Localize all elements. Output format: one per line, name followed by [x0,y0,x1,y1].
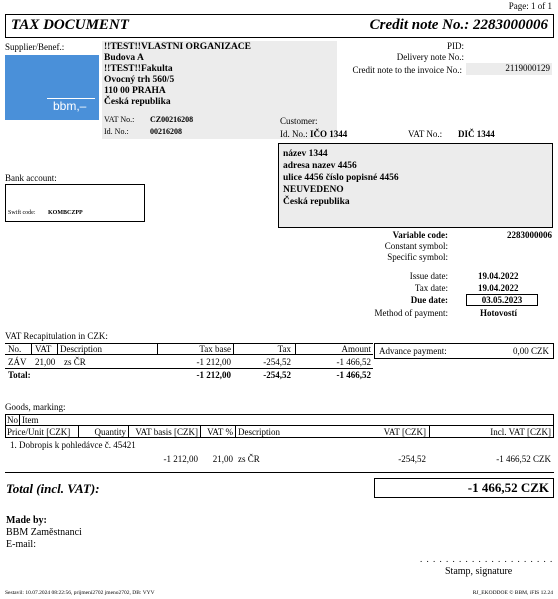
footer-generated: Sestavil: 10.07.2024 08:22:56, prijmeni2702 jmeno2702, DB: VYV [5,590,155,596]
swift-value: KOMBCZPP [48,210,83,216]
pid-label: PID: [446,41,464,51]
constant-symbol-label: Constant symbol: [384,241,448,251]
stamp-label: Stamp, signature [445,566,513,577]
supplier-line: !!TEST!!Fakulta [104,64,173,74]
specific-symbol-label: Specific symbol: [387,252,448,262]
grand-total-label: Total (incl. VAT): [6,481,100,496]
total-divider [5,472,554,473]
table-cell: -1 466,52 [336,357,371,367]
supplier-label: Supplier/Benef.: [5,42,65,52]
supplier-vat-value: CZ00216208 [150,115,194,124]
col-header: VAT [CZK] [383,427,426,437]
supplier-address [104,42,251,108]
vat-recap-table [5,343,373,383]
col-header: Price/Unit [CZK] [7,427,71,437]
goods-item-total: -1 466,52 CZK [496,454,551,464]
col-header: Description [238,427,280,437]
customer-address [283,148,399,208]
supplier-line: 110 00 PRAHA [104,86,166,96]
table-cell: 21,00 [35,357,56,367]
email-label: E-mail: [6,539,36,550]
invoice-ref-value: 2119000129 [466,63,552,75]
customer-vat-value: DIČ 1344 [458,129,495,139]
swift-label: Swift code: [8,210,36,216]
issue-date-value: 19.04.2022 [478,271,519,281]
goods-item-vat: -254,52 [398,454,426,464]
bank-account-label: Bank account: [5,173,57,183]
goods-item-vat-rate: 21,00 [212,454,233,464]
page-number: Page: 1 of 1 [508,1,552,11]
tax-date-label: Tax date: [414,283,448,293]
supplier-line: !!TEST!!VLASTNI ORGANIZACE [104,42,252,52]
supplier-line: Ovocný trh 560/5 [104,75,175,85]
table-cell: -1 466,52 [336,370,371,380]
customer-line: NEUVEDENO [283,185,344,195]
goods-table [5,414,554,470]
col-header: VAT basis [CZK] [135,427,198,437]
bank-account-box [5,184,145,222]
customer-id-label: Id. No.: [280,129,308,139]
col-header: Item [22,415,39,425]
delivery-note-label: Delivery note No.: [396,52,464,62]
logo-text: bbm,– [53,99,87,113]
advance-payment-label: Advance payment: [379,346,447,356]
supplier-line: Budova A [104,53,144,63]
table-cell: ZÁV [8,357,27,367]
col-header: VAT [35,344,52,354]
advance-payment-value: 0,00 CZK [513,346,549,356]
made-by-name: BBM Zaměstnanci [6,527,82,538]
col-header: Amount [341,344,371,354]
customer-ids [280,129,554,139]
col-header: No [7,415,18,425]
supplier-vat-label: VAT No.: [104,115,135,124]
table-cell: -254,52 [263,357,291,367]
signature-line: . . . . . . . . . . . . . . . . . . . . . [420,554,554,564]
credit-note-number: Credit note No.: 2283000006 [369,17,548,33]
goods-item-name: 1. Dobropis k pohledávce č. 45421 [10,440,136,450]
table-cell: -254,52 [263,370,291,380]
company-logo [5,55,99,120]
due-date-label: Due date: [410,295,448,305]
col-header: VAT % [207,427,233,437]
customer-id-value: IČO 1344 [310,129,348,139]
customer-line: ulice 4456 číslo popisné 4456 [283,173,399,183]
customer-line: Česká republika [283,197,350,207]
col-header: Tax [277,344,291,354]
customer-line: název 1344 [283,149,328,159]
payment-method-value: Hotovostí [480,308,517,318]
supplier-id-label: Id. No.: [104,127,129,136]
supplier-line: Česká republika [104,97,171,107]
invoice-ref-label: Credit note to the invoice No.: [352,65,462,75]
table-cell: -1 212,00 [196,357,231,367]
due-date-value: 03.05.2023 [466,294,538,306]
col-header: No. [8,344,22,354]
payment-symbols [300,230,554,266]
table-cell: -1 212,00 [196,370,231,380]
goods-title: Goods, marking: [5,402,66,412]
footer-app: RJ_EKODDOE © BBM, iFIS 12.24 [472,590,553,596]
col-header: Description [60,344,102,354]
customer-line: adresa nazev 4456 [283,161,357,171]
customer-vat-label: VAT No.: [408,129,443,139]
customer-label: Customer: [280,116,318,126]
col-header: Quantity [94,427,126,437]
document-title: TAX DOCUMENT [11,17,129,33]
variable-code-label: Variable code: [392,230,448,240]
issue-date-label: Issue date: [409,271,448,281]
table-cell: zs ČR [64,357,86,367]
goods-item-vat-basis: -1 212,00 [163,454,198,464]
references [337,41,554,79]
customer-address-box [278,143,553,228]
variable-code-value: 2283000006 [507,230,552,240]
total-label: Total: [8,370,31,380]
document-header [5,14,554,38]
grand-total-value: -1 466,52 CZK [374,478,554,498]
made-by-label: Made by: [6,515,47,526]
dates-block [300,271,554,321]
supplier-id-value: 00216208 [150,127,182,136]
tax-date-value: 19.04.2022 [478,283,519,293]
vat-recap-title: VAT Recapitulation in CZK: [5,331,108,341]
payment-method-label: Method of payment: [374,308,448,318]
advance-payment-box [374,343,554,359]
col-header: Tax base [199,344,231,354]
col-header: Incl. VAT [CZK] [490,427,551,437]
goods-item-description: zs ČR [238,454,260,464]
